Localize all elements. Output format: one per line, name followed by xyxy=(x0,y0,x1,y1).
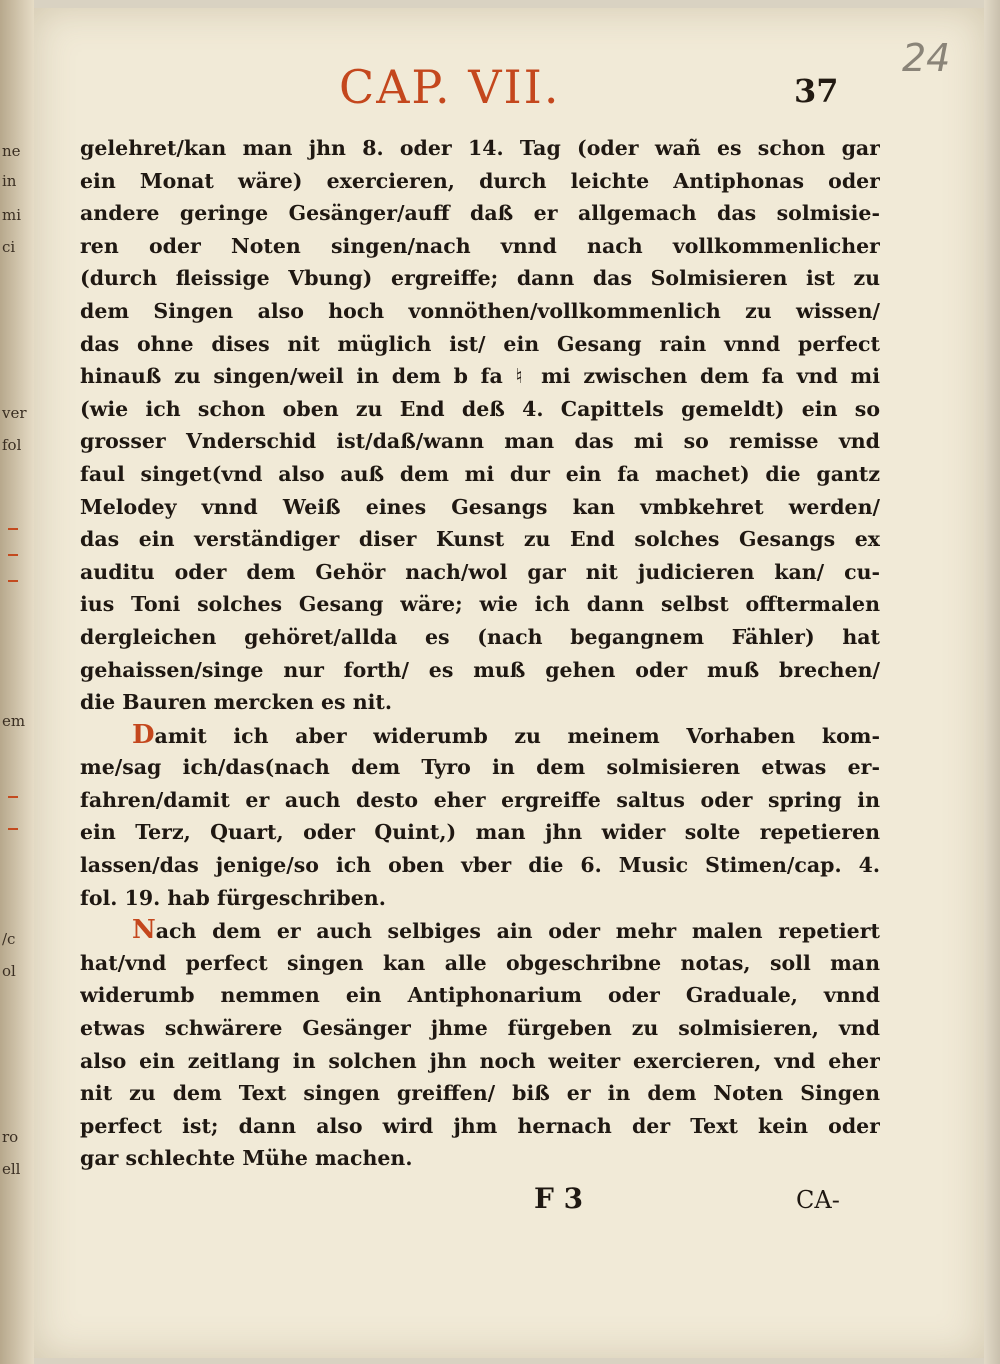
page-number: 37 xyxy=(794,72,839,110)
text-line xyxy=(80,914,880,947)
margin-fragment: in xyxy=(2,172,17,190)
facing-page-edge xyxy=(0,0,34,1364)
text-line: gar schlechte Mühe machen. xyxy=(80,1146,413,1171)
text-line: lassen/das jenige/so ich oben vber die 6. Music Stimen/cap. 4. xyxy=(80,853,880,878)
red-initial: D xyxy=(132,719,155,750)
margin-fragment: em xyxy=(2,712,26,730)
margin-fragment: /c xyxy=(2,930,16,948)
red-rule xyxy=(8,528,18,530)
signature-mark: F 3 xyxy=(534,1182,584,1215)
text-line: widerumb nemmen ein Antiphonarium oder Graduale, vnnd xyxy=(80,983,880,1008)
text-line: ius Toni solches Gesang wäre; wie ich dann selbst offtermalen xyxy=(80,592,880,617)
chapter-heading: CAP. VII. xyxy=(339,60,561,114)
margin-fragment: ver xyxy=(2,404,27,422)
text-line-rest: amit ich aber widerumb zu meinem Vorhaben kom- xyxy=(154,723,880,748)
text-line: me/sag ich/das(nach dem Tyro in dem solmisieren etwas er- xyxy=(80,755,880,780)
text-line: das ohne dises nit müglich ist/ ein Gesang rain vnnd perfect xyxy=(80,331,880,356)
text-line-rest: ach dem er auch selbiges ain oder mehr malen repetiert xyxy=(155,919,880,944)
text-line: also ein zeitlang in solchen jhn noch weiter exercieren, vnd eher xyxy=(80,1048,880,1073)
text-line: Melodey vnnd Weiß eines Gesangs kan vmbkehret werden/ xyxy=(80,494,880,519)
red-initial: N xyxy=(132,915,156,946)
text-line: fol. 19. hab fürgeschriben. xyxy=(80,885,386,910)
red-rule xyxy=(8,796,18,798)
page-fore-edge xyxy=(984,0,1000,1364)
margin-fragment: ci xyxy=(2,238,16,256)
red-rule xyxy=(8,580,18,582)
text-line: hinauß zu singen/weil in dem b fa ♮ mi zwischen dem fa vnd mi xyxy=(80,364,880,389)
text-line: ein Monat wäre) exercieren, durch leichte Antiphonas oder xyxy=(80,168,880,193)
text-line: gehaissen/singe nur forth/ es muß gehen oder muß brechen/ xyxy=(80,657,880,682)
red-rule xyxy=(8,554,18,556)
text-line: ein Terz, Quart, oder Quint,) man jhn wider solte repetieren xyxy=(80,820,880,845)
running-head xyxy=(34,36,984,120)
text-line: das ein verständiger diser Kunst zu End solches Gesangs ex xyxy=(80,527,880,552)
text-line: andere geringe Gesänger/auff daß er allgemach das solmisie- xyxy=(80,201,880,226)
red-rule xyxy=(8,828,18,830)
text-line: perfect ist; dann also wird jhm hernach der Text kein oder xyxy=(80,1113,880,1138)
text-line: hat/vnd perfect singen kan alle obgeschribne notas, soll man xyxy=(80,950,880,975)
catchword: CA- xyxy=(796,1186,840,1214)
text-line: ren oder Noten singen/nach vnnd nach vollkommenlicher xyxy=(80,233,880,258)
text-line: gelehret/kan man jhn 8. oder 14. Tag (oder wañ es schon gar xyxy=(80,136,880,160)
margin-fragment: mi xyxy=(2,206,22,224)
text-line: (durch fleissige Vbung) ergreiffe; dann das Solmisieren ist zu xyxy=(80,266,880,291)
text-line: die Bauren mercken es nit. xyxy=(80,690,393,715)
margin-fragment: ell xyxy=(2,1160,21,1178)
margin-fragment: ro xyxy=(2,1128,19,1146)
text-line: (wie ich schon oben zu End deß 4. Capittels gemeldt) ein so xyxy=(80,396,880,421)
margin-fragment: ol xyxy=(2,962,16,980)
text-line: fahren/damit er auch desto eher ergreiffe saltus oder spring in xyxy=(80,787,880,812)
text-line: auditu oder dem Gehör nach/wol gar nit judicieren kan/ cu- xyxy=(80,559,880,584)
text-line: dergleichen gehöret/allda es (nach begangnem Fähler) hat xyxy=(80,624,880,649)
page-body xyxy=(80,132,880,1175)
text-line: grosser Vnderschid ist/daß/wann man das mi so remisse vnd xyxy=(80,429,880,454)
text-line: dem Singen also hoch vonnöthen/vollkommenlich zu wissen/ xyxy=(80,298,880,323)
text-line xyxy=(80,719,880,752)
margin-fragment: ne xyxy=(2,142,21,160)
text-line: nit zu dem Text singen greiffen/ biß er in dem Noten Singen xyxy=(80,1081,880,1106)
pencil-folio-number: 24 xyxy=(902,36,951,80)
text-line: faul singet(vnd also auß dem mi dur ein fa machet) die gantz xyxy=(80,461,880,486)
margin-fragment: fol xyxy=(2,436,22,454)
text-line: etwas schwärere Gesänger jhme fürgeben zu solmisieren, vnd xyxy=(80,1016,880,1041)
